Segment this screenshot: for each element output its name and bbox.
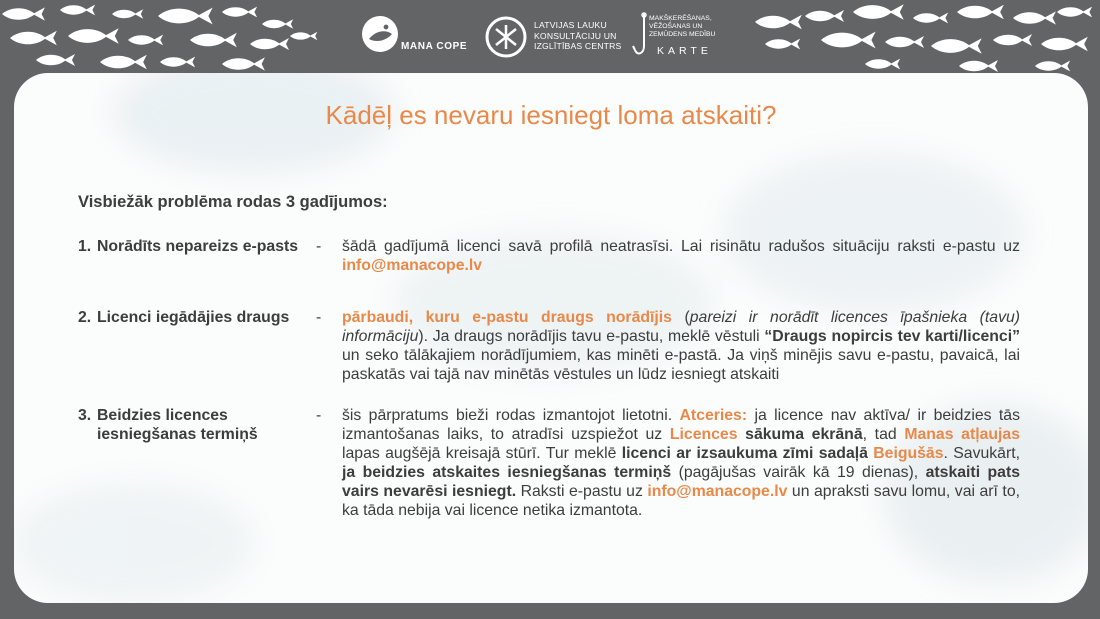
llkc-line-1: LATVIJAS LAUKU [534, 20, 607, 30]
problem-1-title: Norādīts nepareizs e-pasts [97, 238, 299, 255]
karte-line-1: MAKŠĶERĒŠANAS, [649, 15, 712, 22]
problem-1-description: šādā gadījumā licenci savā profilā neatrasīsi. Lai risinātu radušos situāciju raksti e-pastu uz info@manacope.lv [342, 238, 1020, 274]
content-card [14, 73, 1088, 603]
problem-3-title: Beidzies licences iesniegšanas termiņš [97, 407, 258, 443]
mana-cope-logo [358, 12, 470, 62]
decorative-fish-left [0, 0, 340, 75]
page-title: Kādēļ es nevaru iesniegt loma atskaiti? [325, 100, 777, 130]
problem-1-number: 1. [78, 238, 92, 255]
mana-cope-emblem-icon [360, 14, 400, 54]
karte-line-3: ZEMŪDENS MEDĪBU [649, 31, 716, 38]
separator-dash: - [316, 407, 322, 424]
separator-dash: - [316, 238, 322, 255]
problem-3-number: 3. [78, 407, 92, 424]
karte-line-2: VĒŽOŠANAS UN [649, 23, 703, 30]
problem-3-label [78, 406, 308, 444]
llkc-logo [484, 12, 632, 62]
problem-2-title: Licenci iegādājies draugs [97, 309, 290, 326]
karte-logo [632, 12, 744, 62]
problem-2-label [78, 308, 308, 327]
email-link[interactable]: info@manacope.lv [647, 483, 788, 500]
llkc-line-2: KONSULTĀCIJU UN [534, 30, 617, 41]
problem-1-label [78, 237, 308, 256]
mana-cope-wordmark: MANA COPE [401, 41, 468, 52]
separator-dash: - [316, 309, 322, 326]
problem-3-description: šis pārpratums bieži rodas izmantojot lietotni. Atceries: ja licence nav aktīva/ ir beidzies tās izmantošanas laiks, to atradīsi uzspiežot uz Licences sākuma ekrānā, tad Manas atļaujas lapas augšējā kreisajā stūrī. Tur meklē licenci ar izsaukuma zīmi sadaļā Beigušās. Savukārt, ja beidzies atskaites iesniegšanas termiņš (pagājušas vairāk kā 19 dienas), atskaiti pats vairs nevarēsi iesniegt. Raksti e-pastu uz info@manacope.lv un apraksti savu lomu, vai arī to, ka tāda nebija vai licence netika izmantota. [342, 407, 1020, 519]
problem-2-number: 2. [78, 309, 92, 326]
decorative-fish-right [745, 0, 1100, 75]
email-link[interactable]: info@manacope.lv [342, 257, 483, 274]
karte-wordmark: KARTE [657, 45, 712, 57]
problem-2-description: pārbaudi, kuru e-pastu draugs norādījis (pareizi ir norādīt licences īpašnieka (tavu) informāciju). Ja draugs norādījis tavu e-pastu, meklē vēstuli “Draugs nopircis tev karti/licenci” un seko tālākajiem norādījumiem, kas minēti e-pastā. Ja viņš minējis savu e-pastu, pavaicā, lai paskatās vai tajā nav minētās vēstules un lūdz iesniegt atskaiti [342, 309, 1021, 383]
llkc-line-3: IZGLĪTĪBAS CENTRS [534, 41, 622, 51]
llkc-emblem-icon [484, 15, 528, 59]
intro-text: Visbiežāk problēma rodas 3 gadījumos: [78, 193, 388, 211]
